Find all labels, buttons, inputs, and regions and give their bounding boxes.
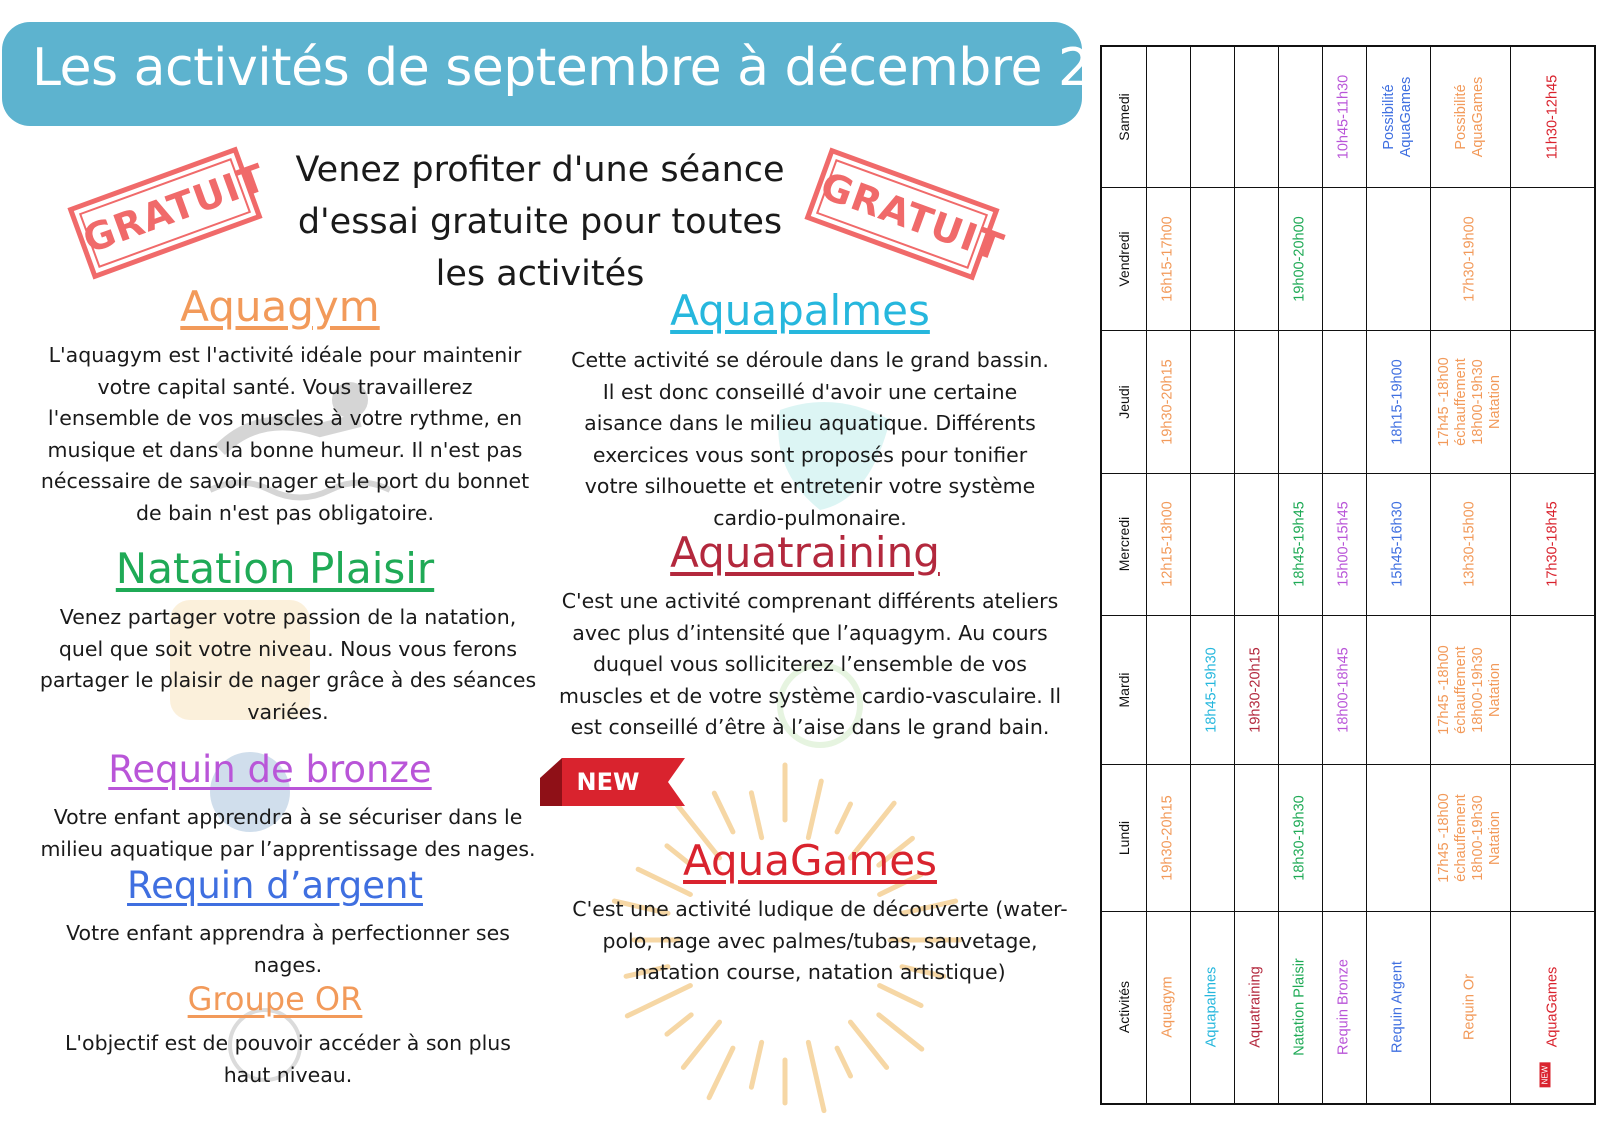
requin-bronze-title: Requin de bronze — [108, 748, 432, 791]
table-column-divider — [1234, 47, 1235, 1103]
table-row-divider — [1102, 330, 1594, 331]
day-label: Lundi — [1116, 820, 1132, 855]
schedule-slot: 13h30-15h00 — [1461, 501, 1478, 587]
schedule-slot: 17h30-19h00 — [1461, 215, 1478, 302]
day-label: Mardi — [1116, 671, 1132, 708]
schedule-slot: 17h45 -18h00 échauffement 18h00-19h30 Natation — [1436, 792, 1503, 883]
intro-line: les activités — [435, 254, 645, 294]
table-row-divider — [1102, 473, 1594, 474]
sunburst-ray — [850, 1022, 886, 1067]
requin-bronze-description: Votre enfant apprendra à se sécuriser dans le milieu aquatique par l’apprentissage des nages. — [40, 805, 536, 861]
schedule-slot: 19h30-20h15 — [1247, 646, 1264, 733]
table-column-divider — [1366, 47, 1367, 1103]
activity-name: Requin Bronze — [1335, 959, 1352, 1055]
day-label: Vendredi — [1116, 230, 1132, 287]
schedule-slot: 15h00-15h45 — [1335, 501, 1352, 587]
aquatraining-description: C'est une activité comprenant différents ateliers avec plus d’intensité que l’aquagym. Au cours duquel vous solliciterez l’ensemble de vos muscles et de votre système cardio-vasculaire. Il est conseillé d’être à l’aise dans le grand bain. — [558, 589, 1062, 739]
sunburst-ray — [837, 804, 850, 832]
intro-line: d'essai gratuite pour toutes — [297, 202, 783, 242]
new-badge-small: NEW — [1540, 1063, 1551, 1088]
aquagym-title: Aquagym — [180, 282, 380, 331]
intro-text — [280, 144, 800, 300]
schedule-slot: Possibilité AquaGames — [1381, 76, 1414, 158]
intro-line: Venez profiter d'une séance — [295, 150, 785, 190]
schedule-slot: 17h30-18h45 — [1544, 501, 1561, 587]
sunburst-ray — [627, 986, 690, 1016]
requin-argent-description: Votre enfant apprendra à perfectionner ses nages. — [66, 921, 510, 977]
sunburst-ray — [808, 781, 821, 838]
gratuit-stamp-right: GRATUIT — [804, 148, 999, 281]
schedule-slot: 17h45 -18h00 échauffement 18h00-19h30 Natation — [1436, 644, 1503, 735]
aquapalmes-title: Aquapalmes — [670, 286, 930, 335]
schedule-slot: 17h45 -18h00 échauffement 18h00-19h30 Natation — [1436, 356, 1503, 447]
schedule-slot: 18h00-18h45 — [1335, 646, 1352, 733]
schedule-slot: 18h45-19h30 — [1203, 646, 1220, 733]
schedule-slot: 15h45-16h30 — [1389, 501, 1406, 587]
sunburst-ray — [683, 1022, 719, 1067]
schedule-slot: 18h15-19h00 — [1389, 358, 1406, 445]
activity-name: Aquapalmes — [1203, 966, 1220, 1048]
activity-name: Aquagym — [1159, 976, 1176, 1038]
groupe-or-title: Groupe OR — [187, 980, 363, 1018]
sunburst-ray — [837, 1048, 850, 1076]
table-column-divider — [1146, 47, 1147, 1103]
sunburst-ray — [751, 793, 761, 838]
schedule-slot: 11h30-12h45 — [1544, 74, 1561, 160]
table-row-divider — [1102, 764, 1594, 765]
aquagym-description: L'aquagym est l'activité idéale pour maintenir votre capital santé. Vous travaillerez l'ensemble de vos muscles à votre rythme, en musique et dans la bonne humeur. Il n'est pas nécessaire de savoir nager et le port du bonnet de bain n'est pas obligatoire. — [40, 343, 530, 525]
table-column-divider — [1430, 47, 1431, 1103]
sunburst-ray — [751, 1042, 761, 1087]
activity-name: Requin Or — [1461, 973, 1478, 1041]
schedule-table — [1100, 45, 1596, 1105]
schedule-slot: 19h30-20h15 — [1159, 358, 1176, 445]
sunburst-ray — [714, 793, 733, 832]
groupe-or-description: L'objectif est de pouvoir accéder à son plus haut niveau. — [65, 1031, 511, 1087]
schedule-slot: 19h00-20h00 — [1291, 215, 1308, 302]
activity-name: Natation Plaisir — [1291, 958, 1308, 1056]
natation-plaisir-title: Natation Plaisir — [115, 544, 435, 593]
aquatraining-title: Aquatraining — [670, 528, 940, 577]
table-column-divider — [1322, 47, 1323, 1103]
requin-argent-title: Requin d’argent — [127, 864, 423, 907]
activities-header: Activités — [1116, 980, 1132, 1034]
schedule-slot: 18h45-19h45 — [1291, 501, 1308, 587]
gratuit-stamp-left: GRATUIT — [67, 147, 262, 280]
day-label: Samedi — [1116, 93, 1132, 141]
day-label: Mercredi — [1116, 516, 1132, 572]
day-label: Jeudi — [1116, 384, 1132, 419]
activity-name: AquaGames — [1544, 966, 1561, 1048]
schedule-slot: 12h15-13h00 — [1159, 501, 1176, 587]
new-badge-label: NEW — [576, 768, 640, 796]
schedule-slot: Possibilité AquaGames — [1453, 76, 1486, 158]
table-column-divider — [1278, 47, 1279, 1103]
table-column-divider — [1190, 47, 1191, 1103]
page-title: Les activités de septembre à décembre 2025 — [32, 38, 1189, 98]
activity-name: Aquatraining — [1247, 966, 1264, 1048]
aquagames-title: AquaGames — [683, 836, 937, 885]
table-column-divider — [1510, 47, 1511, 1103]
natation-plaisir-description: Venez partager votre passion de la natation, quel que soit votre niveau. Nous vous ferons partager le plaisir de nager grâce à des séances variées. — [39, 605, 537, 724]
new-badge — [540, 758, 685, 806]
sunburst-ray — [667, 1015, 691, 1034]
sunburst-ray — [879, 1015, 922, 1049]
sunburst-ray — [880, 986, 921, 1006]
table-row-divider — [1102, 187, 1594, 188]
aquagames-description: C'est une activité ludique de découverte (water- polo, nage avec palmes/tubas, sauvetage, natation course, natation artistique) — [572, 897, 1068, 984]
schedule-slot: 18h30-19h30 — [1291, 794, 1308, 881]
activity-name: Requin Argent — [1389, 961, 1406, 1053]
schedule-slot: 16h15-17h00 — [1159, 215, 1176, 302]
table-row-divider — [1102, 911, 1594, 912]
schedule-slot: 19h30-20h15 — [1159, 794, 1176, 881]
sunburst-ray — [709, 1048, 733, 1098]
table-row-divider — [1102, 615, 1594, 616]
sunburst-ray — [808, 1042, 824, 1110]
schedule-slot: 10h45-11h30 — [1335, 74, 1352, 160]
aquapalmes-description: Cette activité se déroule dans le grand bassin. Il est donc conseillé d'avoir une certaine aisance dans le milieu aquatique. Différents exercices vous sont proposés pour tonifier votre silhouette et entretenir votre système cardio-pulmonaire. — [571, 348, 1049, 530]
